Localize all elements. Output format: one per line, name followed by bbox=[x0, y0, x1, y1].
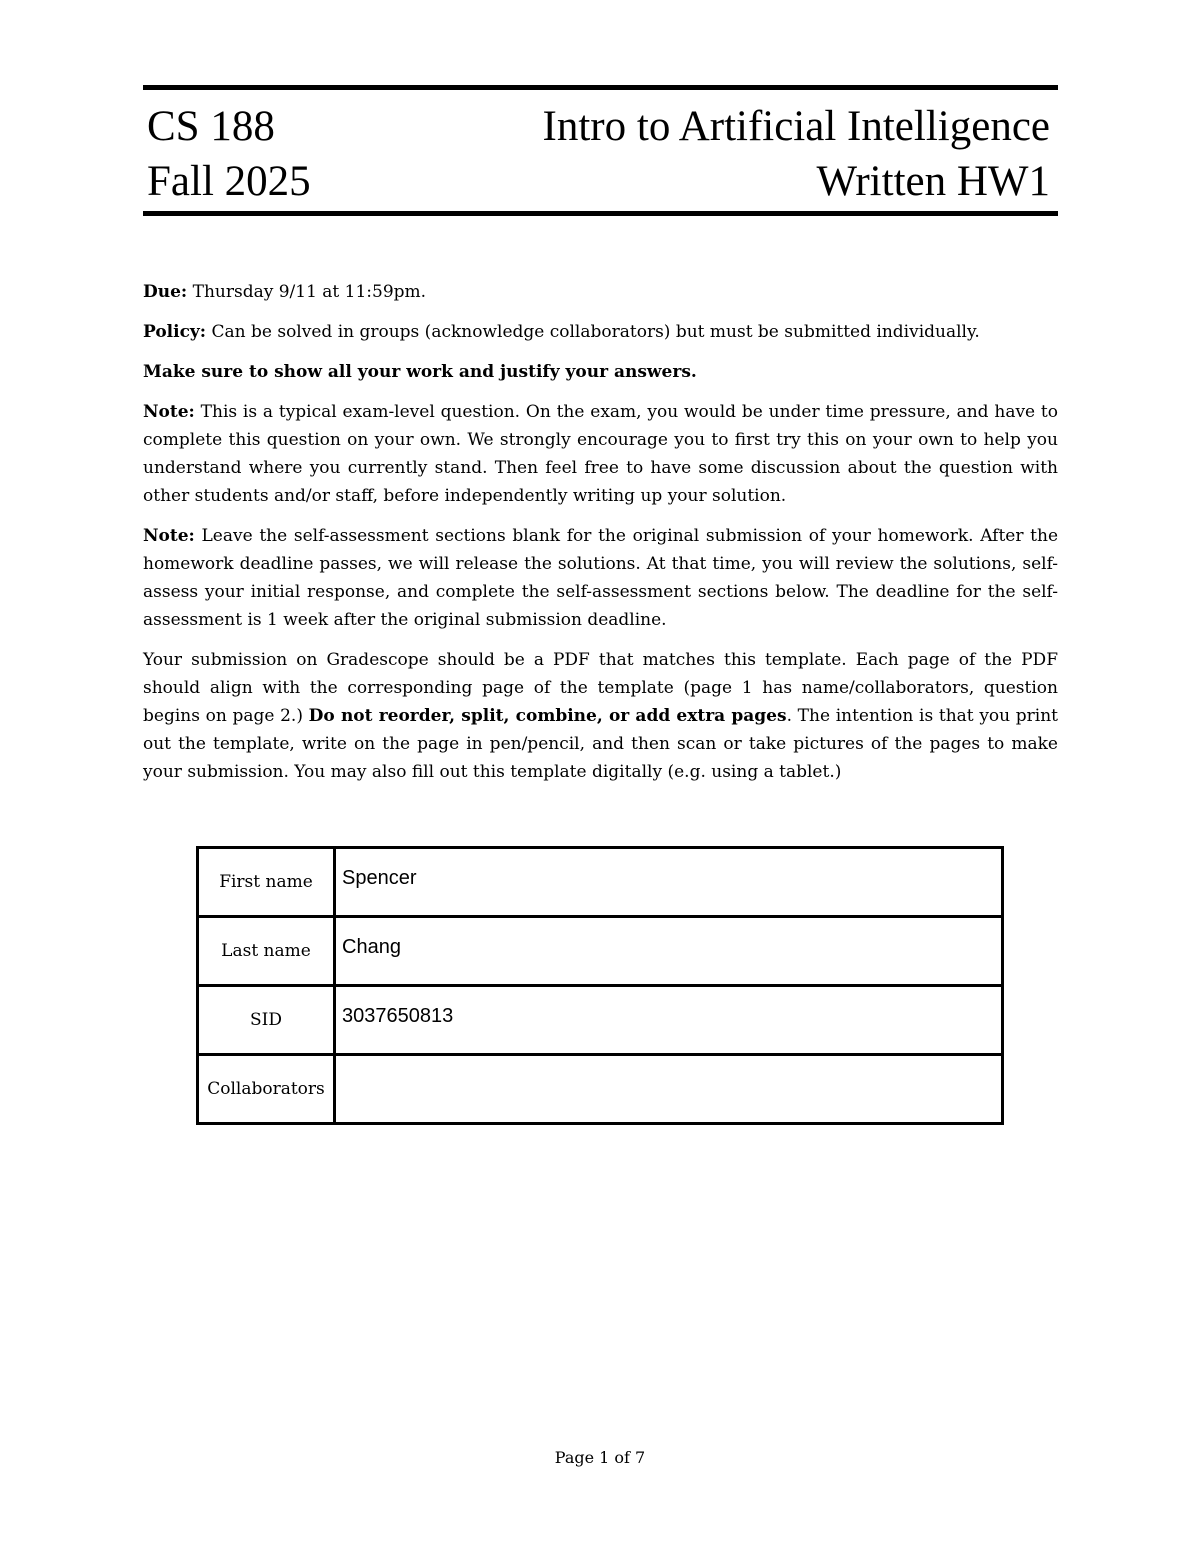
due-text: Thursday 9/11 at 11:59pm. bbox=[192, 282, 427, 302]
header-top-rule bbox=[143, 85, 1058, 90]
table-row bbox=[198, 917, 1003, 986]
policy-label: Policy: bbox=[143, 322, 207, 342]
collaborators-field[interactable] bbox=[335, 1055, 1003, 1124]
last-name-field[interactable]: Chang bbox=[335, 917, 1003, 986]
due-paragraph bbox=[143, 278, 1058, 306]
course-title: Intro to Artificial Intelligence bbox=[542, 103, 1050, 150]
note-label: Note: bbox=[143, 402, 195, 422]
course-code: CS 188 bbox=[147, 103, 275, 150]
first-name-field[interactable]: Spencer bbox=[335, 848, 1003, 917]
table-row bbox=[198, 848, 1003, 917]
table-row bbox=[198, 986, 1003, 1055]
instructions bbox=[143, 278, 1058, 798]
note-label: Note: bbox=[143, 526, 195, 546]
submission-paragraph bbox=[143, 646, 1058, 786]
assignment-title: Written HW1 bbox=[816, 158, 1050, 205]
submission-warning: Do not reorder, split, combine, or add extra pages bbox=[308, 706, 787, 726]
sid-label: SID bbox=[198, 986, 335, 1055]
collaborators-label: Collaborators bbox=[198, 1055, 335, 1124]
sid-field[interactable]: 3037650813 bbox=[335, 986, 1003, 1055]
table-row bbox=[198, 1055, 1003, 1124]
due-label: Due: bbox=[143, 282, 188, 302]
policy-paragraph bbox=[143, 318, 1058, 346]
term: Fall 2025 bbox=[147, 158, 311, 205]
submission-text-continued: . The intention is that you print out the template, write on the page in pen/pencil, and then scan or take pictures of the pages to make your submission. You may also fill out this template digitally (e.g. using a tablet.) bbox=[143, 706, 1059, 782]
note-self-assessment-text: Leave the self-assessment sections blank for the original submission of your homework. After the homework deadline passes, we will release the solutions. At that time, you will review the solutions, self-assess your initial response, and complete the self-assessment sections below. The deadline for the self-assessment is 1 week after the original submission deadline. bbox=[143, 526, 1059, 630]
policy-text: Can be solved in groups (acknowledge collaborators) but must be submitted individually. bbox=[211, 322, 980, 342]
note-exam-paragraph bbox=[143, 398, 1058, 510]
submission-text: Your submission on Gradescope should be a PDF that matches this template. Each page of the PDF should align with the corresponding page of the template (page 1 has name/collaborators, question begins on page 2.) bbox=[143, 650, 1058, 726]
show-work-paragraph: Make sure to show all your work and justify your answers. bbox=[143, 362, 697, 382]
first-name-label: First name bbox=[198, 848, 335, 917]
header-bottom-rule bbox=[143, 211, 1058, 216]
note-exam-text: This is a typical exam-level question. On the exam, you would be under time pressure, and have to complete this question on your own. We strongly encourage you to first try this on your own to help you understand where you currently stand. Then feel free to have some discussion about the question with other students and/or staff, before independently writing up your solution. bbox=[143, 402, 1059, 506]
note-self-assessment-paragraph bbox=[143, 522, 1058, 634]
last-name-label: Last name bbox=[198, 917, 335, 986]
page-number: Page 1 of 7 bbox=[554, 1448, 646, 1467]
student-info-table bbox=[196, 846, 1004, 1125]
